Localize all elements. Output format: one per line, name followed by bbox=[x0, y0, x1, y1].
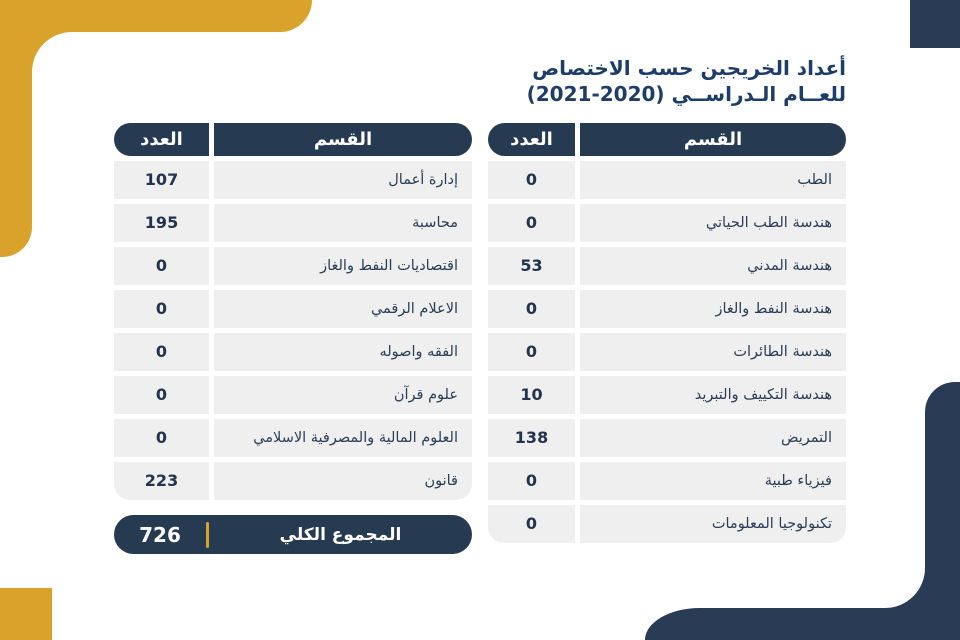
table-row bbox=[114, 333, 472, 371]
count-cell: 107 bbox=[114, 161, 209, 199]
table-row bbox=[114, 376, 472, 414]
department-cell: هندسة النفط والغاز bbox=[580, 290, 846, 328]
page-title bbox=[488, 55, 846, 107]
count-cell: 0 bbox=[488, 462, 575, 500]
count-cell: 0 bbox=[488, 204, 575, 242]
table-row bbox=[114, 419, 472, 457]
count-column-header: العدد bbox=[114, 123, 209, 156]
department-cell: محاسبة bbox=[214, 204, 472, 242]
department-cell: اقتصاديات النفط والغاز bbox=[214, 247, 472, 285]
table-body bbox=[488, 161, 846, 543]
count-cell: 0 bbox=[114, 376, 209, 414]
department-cell: هندسة التكييف والتبريد bbox=[580, 376, 846, 414]
count-cell: 138 bbox=[488, 419, 575, 457]
count-cell: 223 bbox=[114, 462, 209, 500]
department-cell: الاعلام الرقمي bbox=[214, 290, 472, 328]
count-cell: 53 bbox=[488, 247, 575, 285]
count-cell: 0 bbox=[488, 505, 575, 543]
department-cell: قانون bbox=[214, 462, 472, 500]
table-row bbox=[488, 161, 846, 199]
table-row bbox=[114, 161, 472, 199]
department-cell: فيزياء طبية bbox=[580, 462, 846, 500]
grand-total-value: 726 bbox=[139, 522, 181, 547]
count-cell: 0 bbox=[488, 333, 575, 371]
count-cell: 0 bbox=[114, 419, 209, 457]
table-row bbox=[488, 462, 846, 500]
department-cell: إدارة أعمال bbox=[214, 161, 472, 199]
table-row bbox=[114, 204, 472, 242]
department-column-header: القسم bbox=[580, 123, 846, 156]
table-row bbox=[488, 333, 846, 371]
table-row bbox=[488, 419, 846, 457]
department-cell: العلوم المالية والمصرفية الاسلامي bbox=[214, 419, 472, 457]
table-row bbox=[114, 247, 472, 285]
department-cell: هندسة الطائرات bbox=[580, 333, 846, 371]
table-header bbox=[114, 123, 472, 156]
table-row bbox=[488, 247, 846, 285]
count-column-header: العدد bbox=[488, 123, 575, 156]
table-row bbox=[114, 462, 472, 500]
graduates-table-right bbox=[488, 123, 846, 548]
page-title-line2: للعــام الـدراســي (2020-2021) bbox=[526, 82, 846, 106]
count-cell: 0 bbox=[114, 247, 209, 285]
department-cell: هندسة المدني bbox=[580, 247, 846, 285]
count-cell: 10 bbox=[488, 376, 575, 414]
page-title-line1: أعداد الخريجين حسب الاختصاص bbox=[532, 56, 846, 80]
grand-total-label: المجموع الكلي bbox=[279, 524, 402, 545]
graduates-table-left bbox=[114, 123, 472, 554]
count-cell: 0 bbox=[488, 161, 575, 199]
table-row bbox=[488, 376, 846, 414]
count-cell: 0 bbox=[114, 333, 209, 371]
table-row bbox=[488, 204, 846, 242]
table-header bbox=[488, 123, 846, 156]
table-row bbox=[114, 290, 472, 328]
department-cell: الفقه واصوله bbox=[214, 333, 472, 371]
department-column-header: القسم bbox=[214, 123, 472, 156]
grand-total-bar bbox=[114, 515, 472, 554]
table-body bbox=[114, 161, 472, 500]
department-cell: هندسة الطب الحياتي bbox=[580, 204, 846, 242]
department-cell: تكنولوجيا المعلومات bbox=[580, 505, 846, 543]
count-cell: 195 bbox=[114, 204, 209, 242]
count-cell: 0 bbox=[488, 290, 575, 328]
table-row bbox=[488, 505, 846, 543]
department-cell: علوم قرآن bbox=[214, 376, 472, 414]
department-cell: الطب bbox=[580, 161, 846, 199]
department-cell: التمريض bbox=[580, 419, 846, 457]
count-cell: 0 bbox=[114, 290, 209, 328]
table-row bbox=[488, 290, 846, 328]
